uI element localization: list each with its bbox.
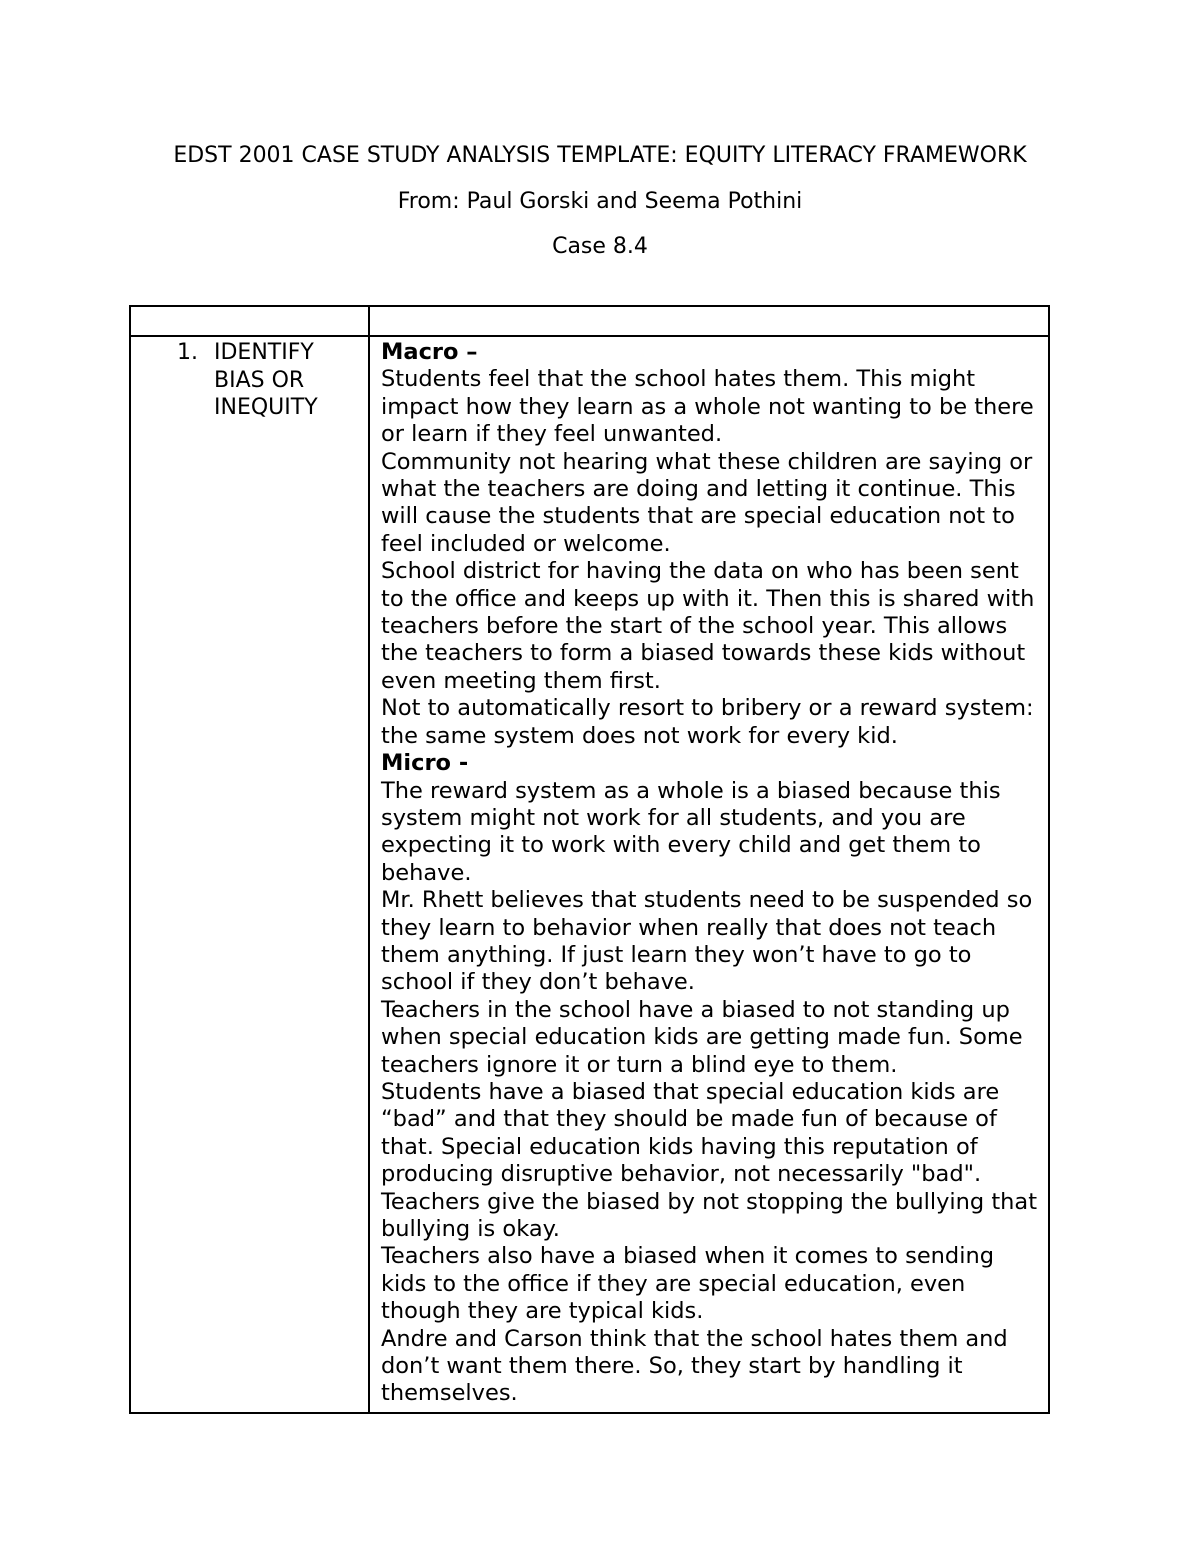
micro-paragraph: Andre and Carson think that the school hates them and don’t want them there. So, they start by handling it themselves. [381,1325,1008,1407]
header-cell-2 [369,306,1049,336]
analysis-table [129,305,1050,1414]
table-row [130,336,1049,1413]
document-title: EDST 2001 CASE STUDY ANALYSIS TEMPLATE: EQUITY LITERACY FRAMEWORK [173,143,1027,168]
micro-paragraph: Teachers give the biased by not stopping the bullying that bullying is okay. [381,1188,1038,1242]
micro-paragraph: Teachers in the school have a biased to not standing up when special education kids are getting made fun. Some teachers ignore it or turn a blind eye to them. [381,996,1023,1078]
table-header-row [130,306,1049,336]
step-number: 1. [177,340,198,365]
document-source: From: Paul Gorski and Seema Pothini [397,189,803,214]
macro-heading: Macro – [381,339,478,365]
header-cell-1 [130,306,369,336]
step-label: IDENTIFY BIAS OR INEQUITY [214,340,318,420]
micro-paragraph: The reward system as a whole is a biased because this system might not work for all students, and you are expecting it to work with every child and get them to behave. [381,777,1001,886]
micro-paragraph: Students have a biased that special education kids are “bad” and that they should be made fun of because of that. Special education kids having this reputation of producing disruptive behavior, not necessarily "bad". [381,1078,1000,1188]
macro-paragraph: Students feel that the school hates them. This might impact how they learn as a whole not wanting to be there or learn if they feel unwanted. [381,366,1034,448]
macro-paragraph: Community not hearing what these children are saying or what the teachers are doing and letting it continue. This will cause the students that are special education not to feel included or welcome. [381,448,1033,557]
document-header [0,142,1200,261]
case-number: Case 8.4 [552,234,648,259]
macro-paragraph: School district for having the data on who has been sent to the office and keeps up with it. Then this is shared with teachers before the start of the school year. This allows the teachers to form a biased towards these kids without even meeting them first. [381,558,1035,694]
step-content-cell [369,336,1049,1413]
step-label-cell [130,336,369,1413]
macro-paragraph: Not to automatically resort to bribery or a reward system: the same system does not work for every kid. [381,695,1034,749]
micro-paragraph: Teachers also have a biased when it comes to sending kids to the office if they are special education, even though they are typical kids. [381,1243,995,1325]
micro-heading: Micro - [381,750,469,777]
micro-paragraph: Mr. Rhett believes that students need to be suspended so they learn to behavior when really that does not teach them anything. If just learn they won’t have to go to school if they don’t behave. [381,887,1033,996]
